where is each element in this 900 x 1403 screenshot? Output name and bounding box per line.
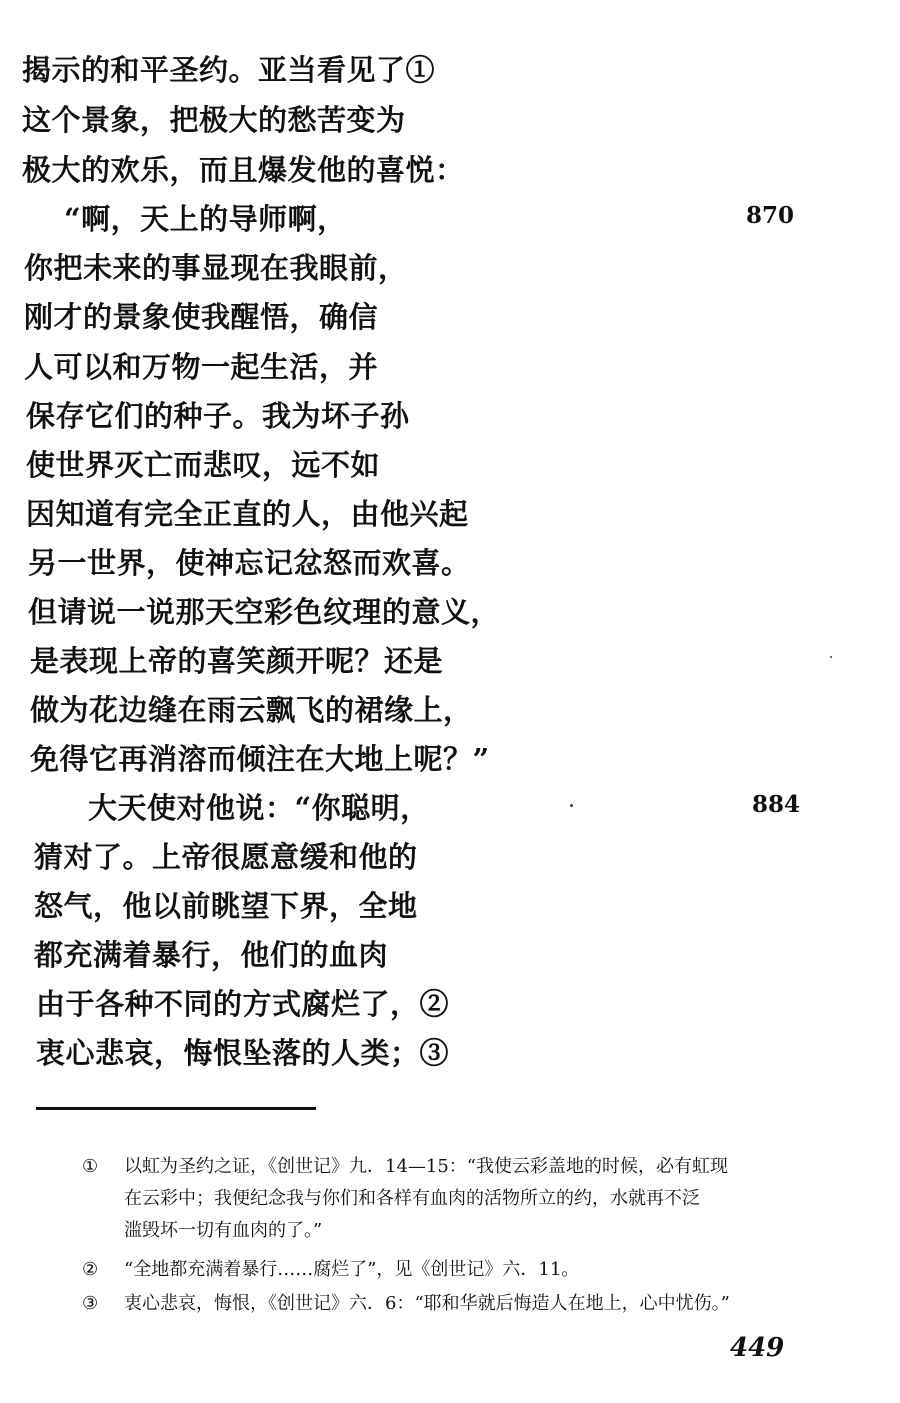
footnote-mark: ②	[82, 1259, 99, 1280]
poem-line: 衷心悲哀，悔恨坠落的人类；③	[36, 1036, 450, 1070]
poem-line: 你把未来的事显现在我眼前，	[24, 251, 408, 285]
poem-line: 做为花边缝在雨云飘飞的裙缘上，	[30, 693, 473, 727]
poem-line: 猜对了。上帝很愿意缓和他的	[34, 840, 418, 874]
poem-line: 由于各种不同的方式腐烂了，②	[36, 987, 450, 1021]
line-number: 884	[752, 791, 801, 818]
footnote-text: 滥毁坏一切有血肉的了。”	[124, 1220, 323, 1241]
poem-line: “啊，天上的导师啊，	[64, 202, 347, 236]
footnote-text: 在云彩中；我便纪念我与你们和各样有血肉的活物所立的约，水就再不泛	[124, 1188, 700, 1209]
poem-line: 极大的欢乐，而且爆发他的喜悦：	[22, 153, 465, 187]
poem-line: 保存它们的种子。我为坏子孙	[26, 399, 410, 433]
footnote-mark: ③	[82, 1293, 99, 1314]
print-speck	[570, 804, 573, 807]
footnote-text: 衷心悲哀，悔恨，《创世记》六．6：“耶和华就后悔造人在地上，心中忧伤。”	[124, 1293, 730, 1314]
poem-line: 另一世界，使神忘记忿怒而欢喜。	[28, 546, 471, 580]
footnote-text: “全地都充满着暴行……腐烂了”，见《创世记》六．11。	[124, 1259, 580, 1280]
poem-line: 使世界灭亡而悲叹，远不如	[26, 448, 381, 482]
print-speck	[830, 656, 832, 658]
footnote-divider	[36, 1107, 316, 1110]
line-number: 870	[746, 202, 795, 229]
poem-line: 这个景象，把极大的愁苦变为	[22, 103, 406, 137]
poem-line: 都充满着暴行，他们的血肉	[34, 938, 389, 972]
poem-line: 刚才的景象使我醒悟，确信	[24, 300, 379, 334]
poem-line: 怒气，他以前眺望下界，全地	[34, 889, 418, 923]
poem-line: 人可以和万物一起生活，并	[24, 350, 379, 384]
poem-line: 但请说一说那天空彩色纹理的意义，	[28, 595, 501, 629]
poem-line: 免得它再消溶而倾注在大地上呢？”	[30, 742, 490, 776]
page-number: 449	[730, 1333, 785, 1363]
poem-line: 揭示的和平圣约。亚当看见了①	[22, 53, 436, 87]
poem-line: 因知道有完全正直的人，由他兴起	[26, 497, 469, 531]
footnote-text: 以虹为圣约之证，《创世记》九．14—15：“我使云彩盖地的时候，必有虹现	[124, 1156, 729, 1177]
poem-line: 是表现上帝的喜笑颜开呢？还是	[30, 644, 444, 678]
poem-line: 大天使对他说：“你聪明，	[88, 791, 430, 825]
footnote-mark: ①	[82, 1156, 99, 1177]
